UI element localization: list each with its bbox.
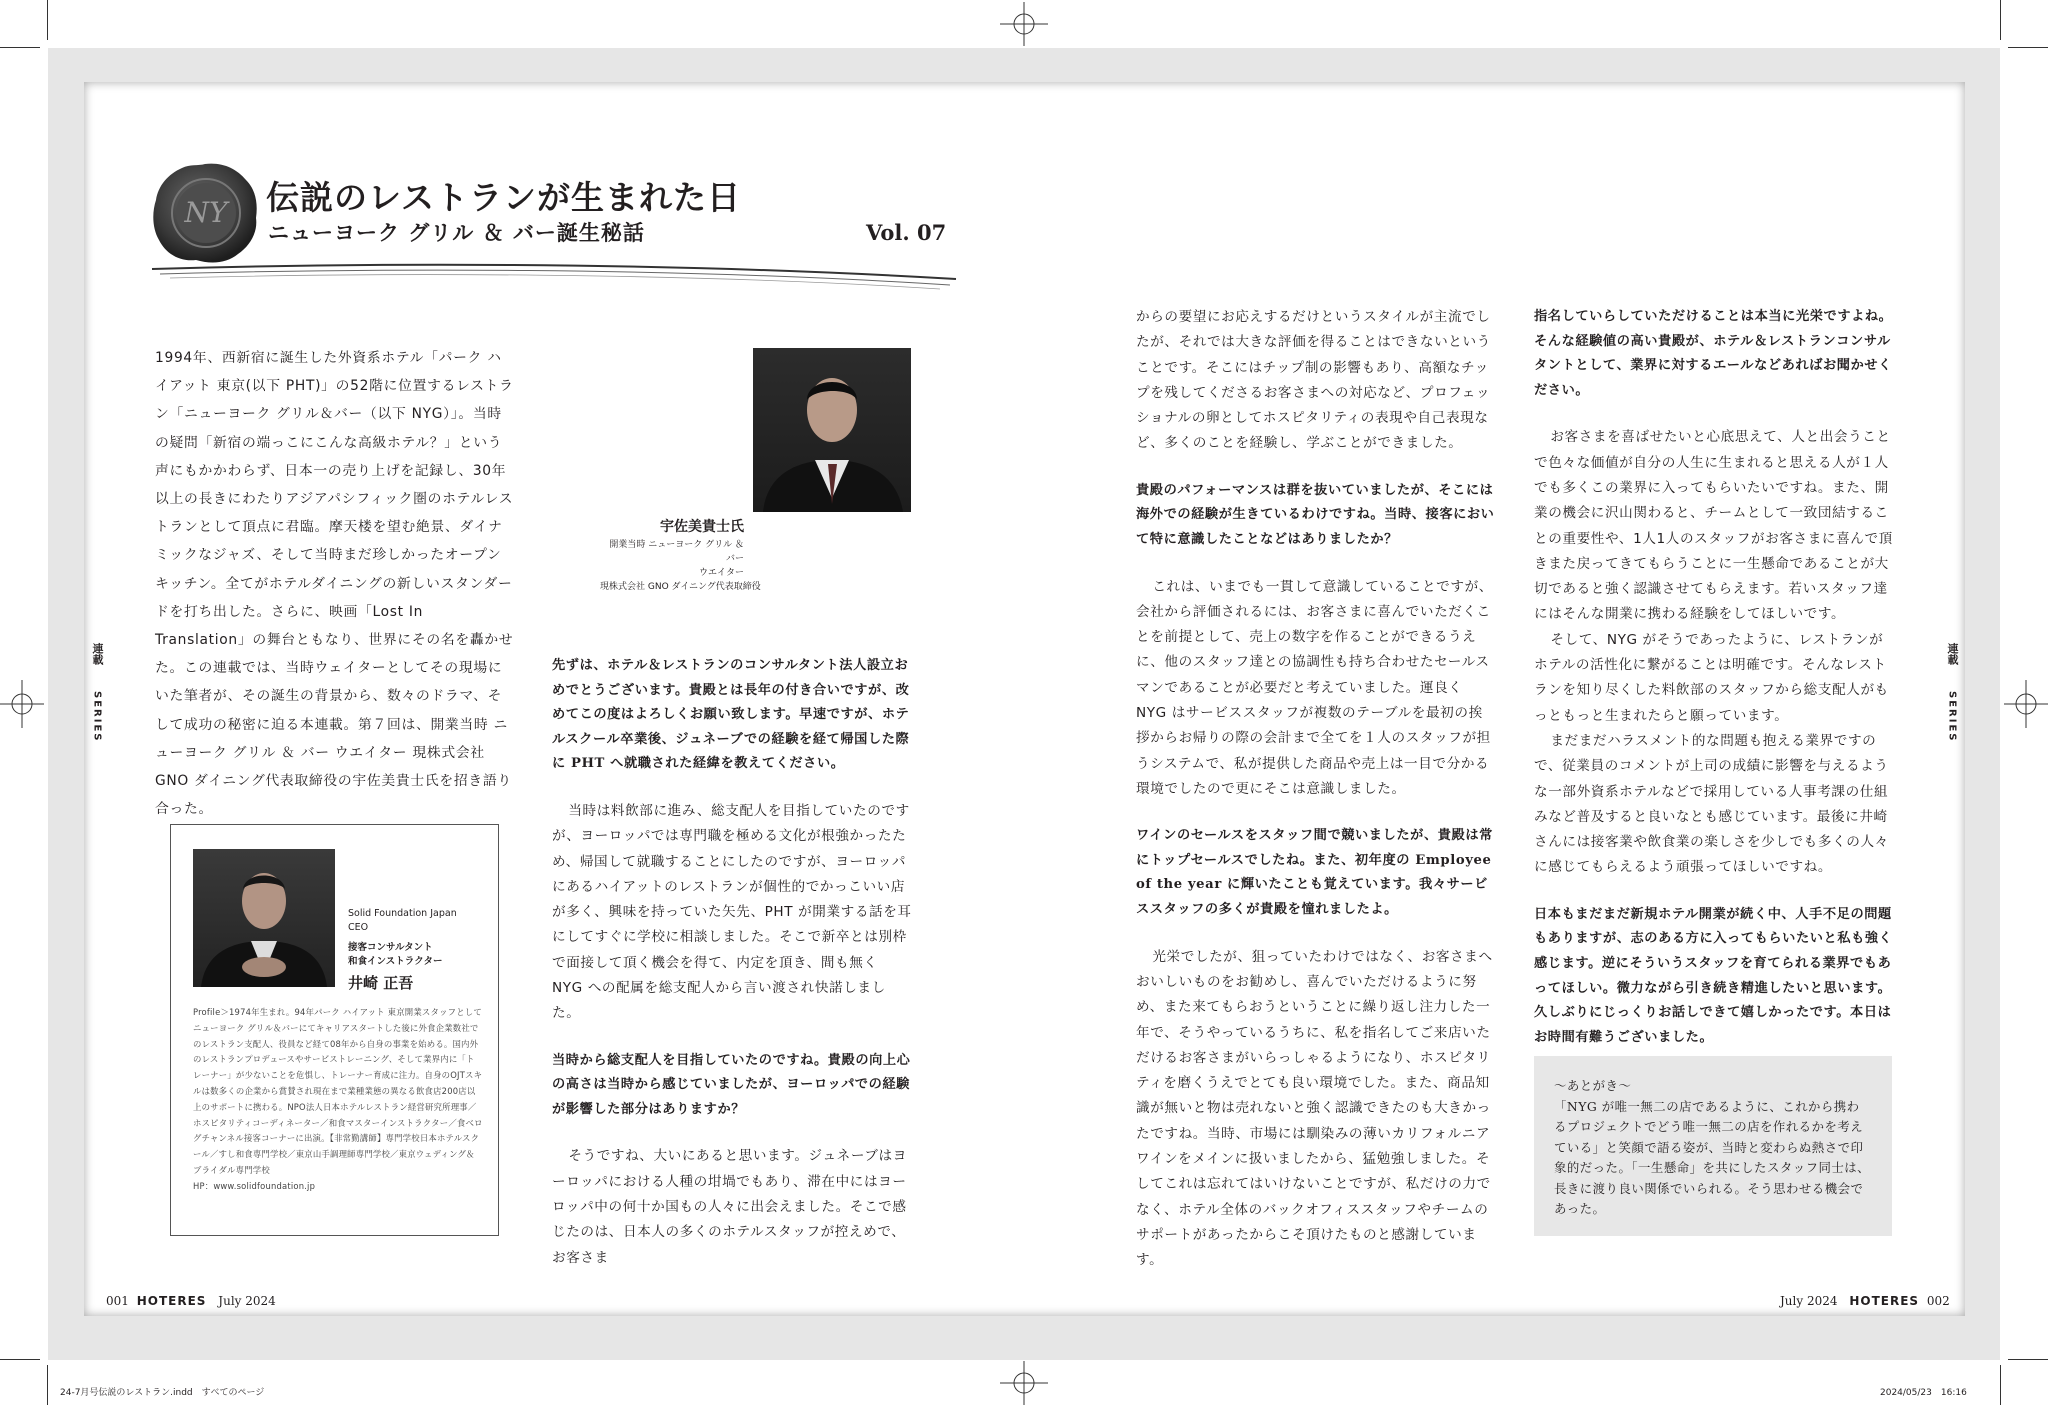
portrait-silhouette-icon xyxy=(193,849,335,987)
registration-mark-icon xyxy=(2004,680,2048,728)
footer-right xyxy=(1780,1294,1950,1308)
side-tab-left xyxy=(86,643,108,743)
registration-mark-icon xyxy=(1000,2,1048,46)
guest-photo xyxy=(753,348,911,512)
interview-answer: これは、いまでも一貫して意識していることですが、会社から評価されるには、お客さまに喜んでいただくことを前提として、売上の数字を作ることができるうえに、他のスタッフ達との協調性も持ち合わせたセールスマンであることが必要だと考えていました。運良く NYG はサービススタッフが複数のテーブルを最初の挨拶からお帰りの際の会計まで全てを１人のスタッフが担うシステムで、私が提供した商品や売上は一目で分かる環境でしたので更にそこは意識しました。 xyxy=(1136,578,1493,797)
afterword-text: 「NYG が唯一無二の店であるように、これから携わるプロジェクトでどう唯一無二の店を作れるかを考えている」と笑顔で語る姿が、当時と変わらぬ熱さで印象的だった。「一生懸命」を共にしたスタッフ同士は、長きに渡り良い関係でいられる。そう思わせる機会であった。 xyxy=(1554,1098,1871,1216)
interview-answer: そうですね、大いにあると思います。ジュネーブはヨーロッパにおける人種の坩堝でもあり、滞在中にはヨーロッパ中の何十か国もの人々に出会えました。そこで感じたのは、日本人の多くのホテルスタッフが控えめで、お客さま xyxy=(552,1148,907,1266)
slug-timestamp: 2024/05/23 16:16 xyxy=(1880,1388,1967,1398)
slug-filename: 24-7月号伝説のレストラン.indd すべてのページ xyxy=(60,1388,265,1398)
interview-answer: からの要望にお応えするだけというスタイルが主流でしたが、それでは大きな評価を得ることはできないということです。そこにはチップ制の影響もあり、高額なチップを残してくださるお客さまへの対応など、プロフェッショナルの卵としてホスピタリティの表現や自己表現など、多くのことを経験し、学ぶことができました。 xyxy=(1136,309,1491,452)
page-number: 002 xyxy=(1926,1294,1950,1308)
interview-answer: 当時は料飲部に進み、総支配人を目指していたのですが、ヨーロッパでは専門職を極める文化が根強かったため、帰国して就職することにしたのですが、ヨーロッパにあるハイアットのレストランが個性的でかっこいい店が多く、興味を持っていた矢先、PHT が開業する話を耳にしてすぐに学校に相談しました。そこで新卒とは別枠で面接して頂く機会を得て、内定を頂き、間も無く NYG への配属を総支配人から言い渡され快諾しました。 xyxy=(552,802,912,1022)
magazine-name: HOTERES xyxy=(1849,1294,1920,1308)
paragraph-gap xyxy=(1136,457,1496,479)
author-name: 井崎 正吾 xyxy=(348,974,414,992)
guest-role: ウエイター xyxy=(698,568,744,578)
author-role: 接客コンサルタント xyxy=(348,942,433,953)
afterword-content xyxy=(1554,1076,1872,1220)
paragraph-gap xyxy=(1136,553,1496,575)
paragraph-gap xyxy=(1136,923,1496,945)
article-column-4 xyxy=(1534,305,1894,1050)
article-column-2 xyxy=(552,654,912,1271)
guest-role: 現株式会社 GNO ダイニング代表取締役 xyxy=(600,582,761,592)
guest-name: 宇佐美貴士氏 xyxy=(660,519,744,535)
paragraph-gap xyxy=(552,777,912,799)
article-title: 伝説のレストランが生まれた日 xyxy=(266,178,742,217)
interview-answer: そして、NYG がそうであったように、レストランがホテルの活性化に繋がることは明確です。そんなレストランを知り尽くした料飲部のスタッフから総支配人がもっともっと生まれたらと願っています。 xyxy=(1534,631,1889,724)
author-title: CEO xyxy=(348,922,369,933)
author-profile-text xyxy=(193,1005,483,1195)
author-profile-box xyxy=(170,824,499,1236)
guest-role: 開業当時 ニューヨーク グリル ＆ バー xyxy=(609,540,744,564)
author-role: 和食インストラクター xyxy=(348,956,443,967)
page-number: 001 xyxy=(106,1294,129,1308)
paragraph-gap xyxy=(552,1027,912,1049)
side-tab-right xyxy=(1941,643,1963,743)
decorative-swoosh xyxy=(150,255,960,295)
author-website-link[interactable]: HP：www.solidfoundation.jp xyxy=(193,1180,316,1191)
afterword-box xyxy=(1534,1056,1892,1236)
author-credentials xyxy=(348,907,488,993)
svg-text:NY: NY xyxy=(184,196,228,229)
paragraph-gap xyxy=(1534,403,1894,425)
registration-mark-icon xyxy=(1000,1361,1048,1405)
article-subtitle: ニューヨーク グリル ＆ バー誕生秘話 xyxy=(268,220,645,245)
series-label-jp: 連載 xyxy=(1946,643,1959,665)
volume-number: Vol. 07 xyxy=(866,220,947,245)
interview-answer: まだまだハラスメント的な問題も抱える業界ですので、従業員のコメントが上司の成績に影響を与えるような一部外資系ホテルなどで採用している人事考課の仕組みなど普及すると良いなとも感じています。最後に井崎さんには接客業や飲食業の楽しさを少しでも多くの人々に感じてもらえるよう頑張ってほしいですね。 xyxy=(1534,732,1889,876)
interview-question: 先ずは、ホテル＆レストランのコンサルタント法人設立おめでとうございます。貴殿とは長年の付き合いですが、改めてこの度はよろしくお願い致します。早速ですが、ホテルスクール卒業後、ジュネーブでの経験を経て帰国した際に PHT へ就職された経緯を教えてください。 xyxy=(552,658,910,772)
series-label-en: SERIES xyxy=(1946,691,1958,743)
paragraph-gap xyxy=(1136,802,1496,824)
interview-answer: お客さまを喜ばせたいと心底思えて、人と出会うことで色々な価値が自分の人生に生まれると思える人が１人でも多くこの業界に入ってもらいたいですね。また、開業の機会に沢山関わると、チームとして一致団結することの重要性や、1人1人のスタッフがお客さまに喜んで頂きまた戻ってきてもらうことに一生懸命であることが大切であると強く認識させてもらえます。若いスタッフ達にはそんな開業に携わる経験をしてほしいです。 xyxy=(1534,429,1893,623)
series-label-jp: 連載 xyxy=(91,643,104,665)
registration-mark-icon xyxy=(0,680,44,728)
interview-question: 指名していらしていただけることは本当に光栄ですよね。そんな経験値の高い貴殿が、ホテル＆レストランコンサルタントとして、業界に対するエールなどあればお聞かせください。 xyxy=(1534,309,1893,398)
issue-date: July 2024 xyxy=(218,1294,276,1308)
afterword-heading: 〜あとがき〜 xyxy=(1554,1078,1632,1093)
author-company: Solid Foundation Japan xyxy=(348,908,457,919)
interview-answer: 光栄でしたが、狙っていたわけではなく、お客さまへおいしいものをお勧めし、喜んでいただけるように努め、また来てもらおうということに繰り返し注力した一年で、そうやっているうちに、私を指名してご来店いただけるお客さまがいらっしゃるようになり、ホスピタリティを磨くうえでとても良い環境でした。また、商品知識が無いと物は売れないと強く認識できたのも大きかったですね。当時、市場には馴染みの薄いカリフォルニアワインをメインに扱いましたから、猛勉強しました。そしてこれは忘れてはいけないことですが、私だけの力でなく、ホテル全体のバックオフィススタッフやチームのサポートがあったからこそ頂けたものと感謝しています。 xyxy=(1136,948,1493,1269)
interview-question: ワインのセールスをスタッフ間で競いましたが、貴殿は常にトップセールスでしたね。また、初年度の Employee of the year に輝いたことも覚えています。我々サービススタッフの多くが貴殿を憧れましたよ。 xyxy=(1136,828,1493,918)
interview-question: 当時から総支配人を目指していたのですね。貴殿の向上心の高さは当時から感じていましたが、ヨーロッパでの経験が影響した部分はありますか？ xyxy=(552,1052,911,1117)
interview-question: 貴殿のパフォーマンスは群を抜いていましたが、そこには海外での経験が生きているわけですね。当時、接客において特に意識したことなどはありましたか？ xyxy=(1136,482,1495,547)
magazine-name: HOTERES xyxy=(136,1294,207,1308)
guest-caption xyxy=(600,516,761,594)
interview-question: 日本もまだまだ新規ホテル開業が続く中、人手不足の問題もありますが、志のある方に入ってもらいたいと私も強く感じます。逆にそういうスタッフを育てられる業界でもあってほしい。微力ながら引き続き精進したいと思います。久しぶりにじっくりお話しできて嬉しかったです。本日はお時間有難うございました。 xyxy=(1534,906,1893,1045)
wax-seal-logo xyxy=(150,160,260,266)
paragraph-gap xyxy=(552,1122,912,1144)
intro-lead: 1994年、西新宿に誕生した外資系ホテル「パーク ハイアット 東京(以下 PHT)」の52階に位置するレストラン「ニューヨーク グリル＆バー（以下 NYG）」。当時の疑問「新宿の端っこにこんな高級ホテル？」という声にもかかわらず、日本一の売り上げを記録し、30年以上の長きにわたりアジアパシフィック圏のホテルレストランとして頂点に君臨。摩天楼を望む絶景、ダイナミックなジャズ、そして当時まだ珍しかったオープンキッチン。全てがホテルダイニングの新しいスタンダードを打ち出した。さらに、映画「Lost In Translation」の舞台ともなり、世界にその名を轟かせた。この連載では、当時ウェイターとしてその現場にいた筆者が、その誕生の背景から、数々のドラマ、そして成功の秘密に迫る本連載。第７回は、開業当時 ニューヨーク グリル ＆ バー ウエイター 現株式会社 GNO ダイニング代表取締役の宇佐美貴士氏を招き語り合った。 xyxy=(155,350,514,818)
author-photo xyxy=(193,849,335,987)
issue-date: July 2024 xyxy=(1780,1294,1838,1308)
series-label-en: SERIES xyxy=(91,691,103,743)
paragraph-gap xyxy=(1534,881,1894,903)
author-profile-body: Profile＞1974年生まれ。94年パーク ハイアット 東京開業スタッフとしてニューヨーク グリル＆バーにてキャリアスタートした後に外食企業数社でのレストラン支配人、役員など経て08年から自身の事業を始める。国内外のレストランプロデュースやサービストレーニング、そして業界内に「トレーナー」が少ないことを危惧し、トレーナー育成に注力。自身のOJTスキルは数多くの企業から賞賛され現在まで業種業態の異なる飲食店200店以上のサポートに携わる。NPO法人日本ホテルレストラン経営研究所理事／ホスピタリティコーディネーター／和食マスターインストラクター／食べログチャンネル接客コーナーに出演。【非常勤講師】専門学校日本ホテルスクール／すし和食専門学校／東京山手調理師専門学校／東京ウェディング＆ブライダル専門学校 xyxy=(193,1007,483,1175)
portrait-silhouette-icon xyxy=(753,348,911,512)
article-column-3 xyxy=(1136,305,1496,1273)
footer-left xyxy=(106,1294,276,1308)
